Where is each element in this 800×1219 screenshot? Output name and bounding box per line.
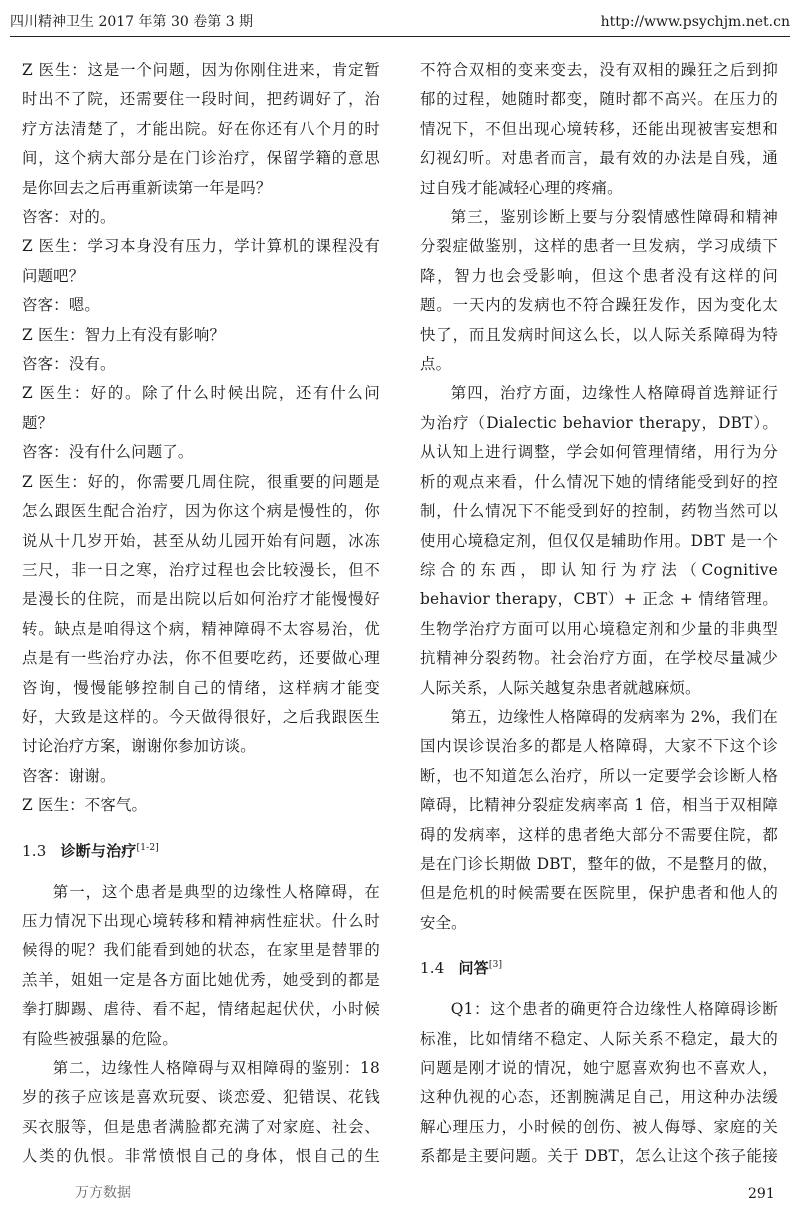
body-paragraph: 第三，鉴别诊断上要与分裂情感性障碍和精神分裂症做鉴别，这样的患者一旦发病，学习成绩下降，智力也会受影响，但这个患者没有这样的问题。一天内的发病也不符合躁狂发作，因为变化太快了，而且发病时间这么长，以人际关系障碍为特点。 (420, 208, 778, 374)
section-heading-1-4 (420, 952, 778, 981)
body-paragraph: 第五，边缘性人格障碍的发病率为 2%，我们在国内误诊误治多的都是人格障碍，大家不下这个诊断，也不知道怎么治疗，所以一定要学会诊断人格障碍，比精神分裂症发病率高 1 倍，相当于双相障碍的发病率，这样的患者绝大部分不需要住院，都是在门诊长期做 DBT，整年的做，不是整月的做，但是危机的时候需要在医院里，保护患者和他人的安全。 (420, 707, 778, 932)
body-paragraph: 不符合双相的变来变去，没有双相的躁狂之后到抑郁的过程，她随时都变，随时都不高兴。在压力的情况下，不但出现心境转移，还能出现被害妄想和幻视幻听。对患者而言，最有效的办法是自残，通过自残才能减轻心理的疼痛。 (420, 61, 778, 197)
dialogue-paragraph: Z 医生：好的，你需要几周住院，很重要的问题是怎么跟医生配合治疗，因为你这个病是慢性的，你说从十几岁开始，甚至从幼儿园开始有问题，冰冻三尺，非一日之寒，治疗过程也会比较漫长，但不是漫长的住院，而是出院以后如何治疗才能慢慢好转。缺点是咱得这个病，精神障碍不太容易治，优点是有一些治疗办法，你不但要吃药，还要做心理咨询，慢慢能够控制自己的情绪，这样病才能变好，大致是这样的。今天做得很好，之后我跟医生讨论治疗方案，谢谢你参加访谈。 (22, 472, 380, 756)
citation-ref[interactable]: [3] (488, 960, 503, 971)
dialogue-paragraph: 咨客：嗯。 (22, 296, 100, 315)
dialogue-paragraph: Z 医生：智力上有没有影响？ (22, 325, 226, 344)
dialogue-paragraph: 咨客：没有什么问题了。 (22, 443, 194, 462)
running-header (10, 14, 790, 30)
body-paragraph: 第二，边缘性人格障碍与双相障碍的鉴别：18 岁的孩子应该是喜欢玩耍、谈恋爱、犯错误、花钱买衣服等，但是患者满脸都充满了对家庭、社会、人类的仇恨。非常愤恨自己的身体，恨自己的生 (22, 1059, 380, 1166)
citation-ref[interactable]: [1-2] (136, 842, 159, 853)
body-paragraph: 第四，治疗方面，边缘性人格障碍首选辩证行为治疗（Dialectic behavior therapy，DBT）。从认知上进行调整，学会如何管理情绪，用行为分析的观点来看，什么情况下她的情绪能受到好的控制，什么情况下不能受到好的控制，药物当然可以使用心境稳定剂，但仅仅是辅助作用。DBT 是一个综合的东西，即认知行为疗法（Cognitive behavior therapy，CBT）+ 正念 + 情绪管理。生物学治疗方面可以用心境稳定剂和少量的非典型抗精神分裂药物。社会治疗方面，在学校尽量减少人际关系，人际关越复杂患者就越麻烦。 (420, 384, 778, 697)
section-heading-1-3 (22, 835, 380, 864)
page-number: 291 (748, 1186, 775, 1202)
header-rule (10, 36, 790, 37)
section-number: 1.4 (420, 959, 445, 978)
qa-paragraph: Q1：这个患者的确更符合边缘性人格障碍诊断标准，比如情绪不稳定、人际关系不稳定，最大的问题是刚才说的情况，她宁愿喜欢狗也不喜欢人，这种仇视的心态，还割腕满足自己，用这种办法缓解心理压力，小时候的创伤、被人侮辱、家庭的关系都是主要问题。关于 DBT，怎么让这个孩子能接 (420, 1000, 778, 1166)
journal-url[interactable]: http://www.psychjm.net.cn (600, 14, 790, 30)
journal-info: 四川精神卫生 2017 年第 30 卷第 3 期 (10, 14, 254, 30)
body-paragraph: 第一，这个患者是典型的边缘性人格障碍，在压力情况下出现心境转移和精神病性症状。什么时候得的呢？我们能看到她的状态，在家里是替罪的羔羊，姐姐一定是各方面比她优秀，她受到的都是拳打脚踢、虐待、看不起，情绪起起伏伏，小时候有险些被强暴的危险。 (22, 882, 380, 1048)
dialogue-paragraph: Z 医生：这是一个问题，因为你刚住进来，肯定暂时出不了院，还需要住一段时间，把药调好了，治疗方法清楚了，才能出院。好在你还有八个月的时间，这个病大部分是在门诊治疗，保留学籍的意思是你回去之后再重新读第一年是吗？ (22, 61, 380, 197)
right-column (420, 56, 778, 1176)
dialogue-paragraph: Z 医生：好的。除了什么时候出院，还有什么问题？ (22, 384, 380, 432)
left-column (22, 56, 380, 1176)
dialogue-paragraph: 咨客：谢谢。 (22, 766, 116, 785)
dialogue-paragraph: Z 医生：学习本身没有压力，学计算机的课程没有问题吧？ (22, 237, 380, 285)
section-number: 1.3 (22, 841, 47, 860)
section-title: 诊断与治疗 (60, 841, 137, 860)
dialogue-paragraph: Z 医生：不客气。 (22, 796, 148, 815)
section-title: 问答 (458, 959, 489, 978)
dialogue-paragraph: 咨客：没有。 (22, 355, 116, 374)
watermark: 万方数据 (75, 1185, 131, 1201)
dialogue-paragraph: 咨客：对的。 (22, 208, 116, 227)
